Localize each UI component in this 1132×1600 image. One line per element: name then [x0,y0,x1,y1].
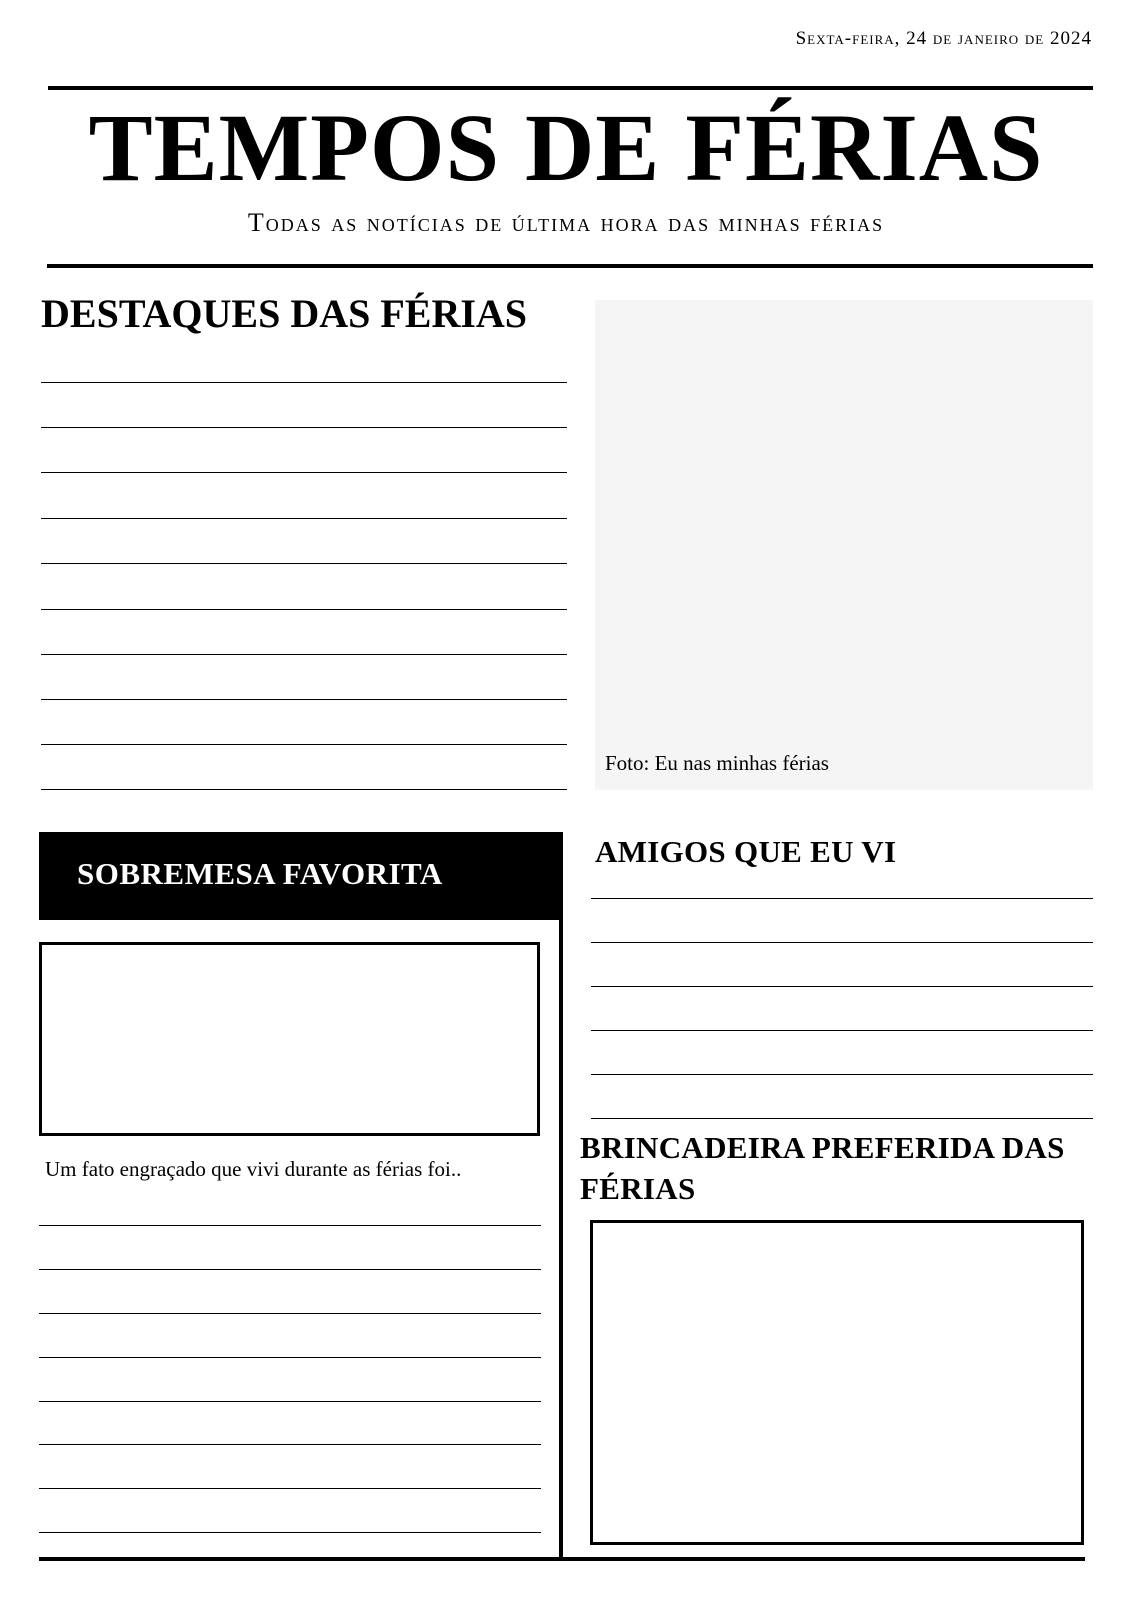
writing-line[interactable] [591,986,1093,987]
writing-line[interactable] [591,1030,1093,1031]
photo-caption: Foto: Eu nas minhas férias [605,751,829,775]
writing-line[interactable] [41,789,567,790]
writing-line[interactable] [39,1401,541,1402]
writing-line[interactable] [41,563,567,564]
writing-line[interactable] [41,518,567,519]
masthead-top-rule [48,86,1093,90]
masthead-bottom-rule [47,264,1093,268]
writing-line[interactable] [591,1074,1093,1075]
writing-line[interactable] [41,699,567,700]
writing-line[interactable] [591,898,1093,899]
issue-date: Sexta-feira, 24 de janeiro de 2024 [795,28,1092,49]
writing-line[interactable] [591,942,1093,943]
dessert-heading-bar [39,832,563,920]
writing-line[interactable] [39,1357,541,1358]
column-divider [559,920,563,1560]
writing-line[interactable] [39,1225,541,1226]
writing-line[interactable] [41,744,567,745]
photo-placeholder[interactable] [595,300,1093,790]
writing-line[interactable] [39,1444,541,1445]
writing-line[interactable] [41,382,567,383]
writing-line[interactable] [41,654,567,655]
writing-line[interactable] [39,1269,541,1270]
funny-fact-prompt: Um fato engraçado que vivi durante as férias foi.. [45,1157,462,1181]
writing-line[interactable] [41,427,567,428]
dessert-heading: SOBREMESA FAVORITA [77,856,443,891]
favorite-game-heading: BRINCADEIRA PREFERIDA DAS FÉRIAS [580,1130,1065,1207]
footer-rule [39,1557,1085,1561]
writing-line[interactable] [41,609,567,610]
dessert-drawing-box[interactable] [39,942,540,1136]
writing-line[interactable] [39,1313,541,1314]
writing-line[interactable] [39,1488,541,1489]
highlights-heading: DESTAQUES DAS FÉRIAS [41,291,528,336]
newspaper-tagline: Todas as notícias de última hora das minhas férias [247,208,885,237]
newspaper-title: TEMPOS DE FÉRIAS [88,94,1044,201]
writing-line[interactable] [591,1118,1093,1119]
friends-heading: AMIGOS QUE EU VI [595,834,897,869]
favorite-game-drawing-box[interactable] [590,1220,1084,1545]
writing-line[interactable] [39,1532,541,1533]
writing-line[interactable] [41,472,567,473]
